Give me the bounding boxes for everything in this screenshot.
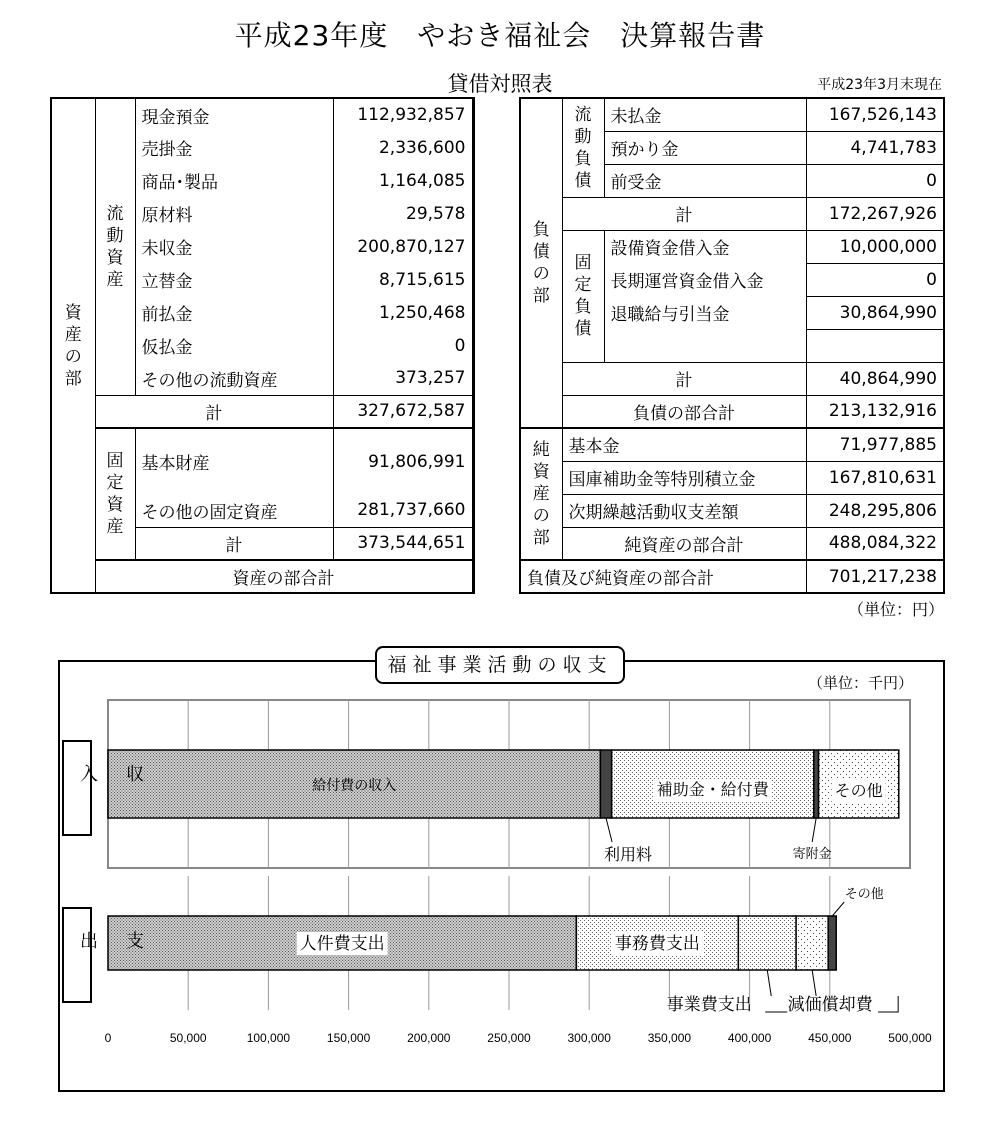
segment-label: 利用料 [604,845,653,864]
current-liabilities-label: 流動負債 [562,98,604,197]
asset-item-label: その他の流動資産 [135,362,333,395]
asset-item-value: 29,578 [333,197,472,230]
segment-label: その他 [844,887,884,902]
grand-total-label: 負債及び純資産の部合計 [520,560,806,593]
chart-unit: （単位：千円） [808,674,914,692]
fixed-assets-label: 固定資産 [95,428,135,560]
net-asset-item-value: 167,810,631 [806,461,944,494]
x-tick-label: 500,000 [888,1031,932,1045]
net-asset-item-label: 基本金 [562,428,806,461]
liability-item-value: 0 [806,263,944,296]
asset-item-label: 現金預金 [135,98,333,131]
bar-segment [828,916,836,970]
liability-item-label: 退職給与引当金 [604,296,806,329]
x-tick-label: 300,000 [567,1031,611,1045]
x-tick-label: 450,000 [808,1031,852,1045]
x-tick-label: 350,000 [647,1031,692,1045]
asset-item-value: 281,737,660 [333,494,472,527]
net-assets-total-label: 純資産の部合計 [562,527,806,560]
x-tick-label: 250,000 [487,1031,531,1045]
bar-segment [600,750,611,818]
document-title: 平成23年度 やおき福祉会 決算報告書 [234,19,766,52]
assets-section-label: 資産の部 [51,98,95,593]
segment-label: 寄附金 [792,847,832,862]
net-asset-item-label: 次期繰越活動収支差額 [562,494,806,527]
current-assets-label: 流動資産 [95,98,135,395]
bar-segment [796,916,828,970]
liability-item-value: 30,864,990 [806,296,944,329]
balance-sheet-unit: （単位：円） [847,600,944,619]
asset-item-label: 商品･製品 [135,164,333,197]
asset-item-label: 立替金 [135,263,333,296]
asset-item-value: 0 [333,329,472,362]
liability-item-value: 4,741,783 [806,131,944,164]
net-asset-item-label: 国庫補助金等特別積立金 [562,461,806,494]
asset-item-value: 1,164,085 [333,164,472,197]
asset-item-label: 仮払金 [135,329,333,362]
segment-label: 給付費の収入 [312,778,397,794]
x-tick-label: 100,000 [246,1031,291,1045]
segment-label: 減価償却費 [787,995,873,1015]
liabilities-total-label: 負債の部合計 [562,395,806,428]
asset-item-label: 基本財産 [135,428,333,494]
segment-label: 人件費支出 [299,934,385,954]
net-assets-section-label: 純資産の部 [520,428,562,560]
asset-item-value: 1,250,468 [333,296,472,329]
income-row-label: 収入 [62,740,92,836]
x-tick-label: 150,000 [326,1031,371,1045]
liability-item-value: 0 [806,164,944,197]
segment-label: その他 [834,781,883,800]
bar-segment [738,916,796,970]
asset-item-label: 前払金 [135,296,333,329]
current-liabilities-total-label: 計 [562,197,806,230]
chart-title: 福祉事業活動の収支 [375,646,625,684]
fixed-assets-total: 373,544,651 [333,527,472,560]
liabilities-total: 213,132,916 [806,395,944,428]
net-asset-item-value: 248,295,806 [806,494,944,527]
x-tick-label: 0 [104,1031,112,1045]
current-assets-total-label: 計 [95,395,333,428]
current-liabilities-total: 172,267,926 [806,197,944,230]
x-tick-label: 200,000 [407,1031,451,1045]
expense-row-label: 支出 [62,907,92,1003]
net-asset-item-value: 71,977,885 [806,428,944,461]
x-tick-label: 400,000 [727,1031,772,1045]
fixed-assets-total-label: 計 [135,527,333,560]
asset-item-value: 200,870,127 [333,230,472,263]
balance-sheet-title: 貸借対照表 [447,72,553,96]
liability-item-value: 167,526,143 [806,98,944,131]
fixed-liabilities-label: 固定負債 [562,230,604,362]
net-assets-total: 488,084,322 [806,527,944,560]
x-tick-label: 50,000 [169,1031,207,1045]
asset-item-value: 2,336,600 [333,131,472,164]
as-of-date: 平成23年3月末現在 [817,77,942,93]
liability-item-label: 前受金 [604,164,806,197]
liability-item-label: 設備資金借入金 [604,230,806,263]
current-assets-total: 327,672,587 [333,395,472,428]
asset-item-value: 373,257 [333,362,472,395]
asset-item-value: 8,715,615 [333,263,472,296]
liabilities-section-label: 負債の部 [520,98,562,428]
fixed-liabilities-total-label: 計 [562,362,806,395]
asset-item-value: 112,932,857 [333,98,472,131]
segment-label: 事務費支出 [614,934,700,954]
segment-label: 補助金・給付費 [656,780,769,799]
asset-item-label: その他の固定資産 [135,494,333,527]
assets-total-label: 資産の部合計 [95,560,472,593]
liability-item-label: 未払金 [604,98,806,131]
liability-item-value: 10,000,000 [806,230,944,263]
asset-item-label: 未収金 [135,230,333,263]
segment-label: 事業費支出 [666,995,752,1015]
grand-total: 701,217,238 [806,560,944,593]
liability-item-label: 長期運営資金借入金 [604,263,806,296]
asset-item-value: 91,806,991 [333,428,472,494]
fixed-liabilities-total: 40,864,990 [806,362,944,395]
liability-item-label: 預かり金 [604,131,806,164]
asset-item-label: 売掛金 [135,131,333,164]
asset-item-label: 原材料 [135,197,333,230]
